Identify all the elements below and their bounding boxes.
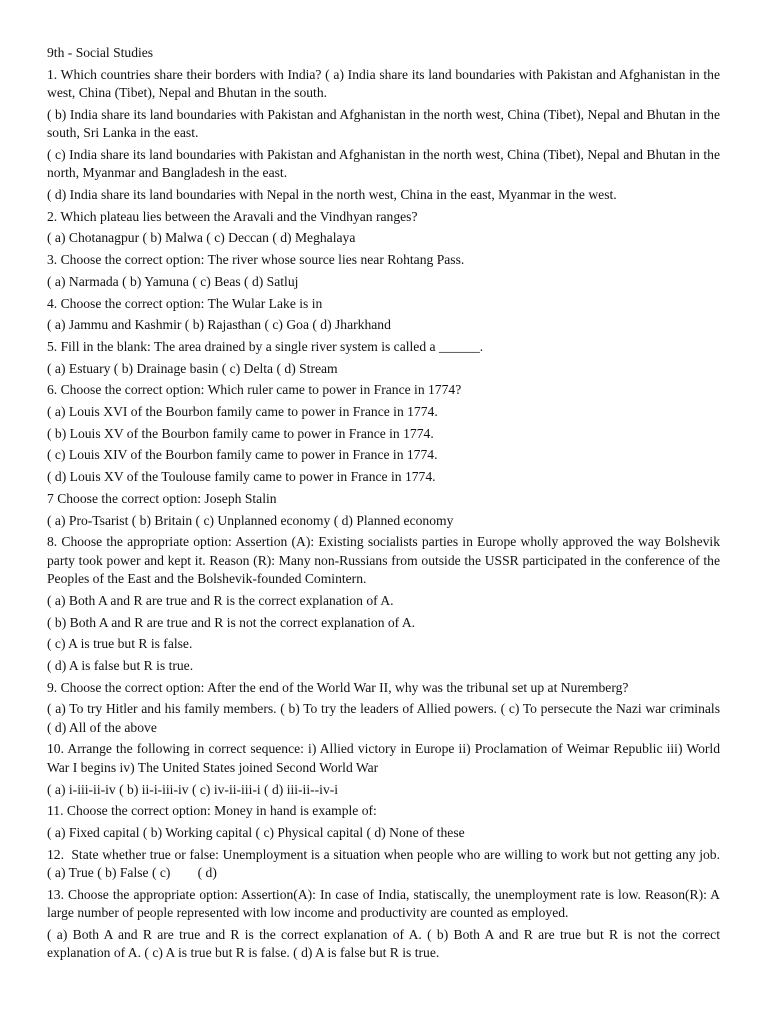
- question-8-option-a: ( a) Both A and R are true and R is the correct explanation of A.: [47, 592, 394, 608]
- question-5-options: ( a) Estuary ( b) Drainage basin ( c) Delta ( d) Stream: [47, 360, 338, 376]
- question-8-option-d: ( d) A is false but R is true.: [47, 657, 194, 673]
- question-13-options: ( a) Both A and R are true and R is the correct explanation of A. ( b) Both A and R are true but R is not the correct explanation of A. ( c) A is true but R is false. ( d) A is false but R is true.: [47, 926, 720, 961]
- document-page: [47, 44, 724, 966]
- question-2-text: 2. Which plateau lies between the Aravali and the Vindhyan ranges?: [47, 208, 418, 224]
- question-9-options: ( a) To try Hitler and his family members. ( b) To try the leaders of Allied powers. ( c) To persecute the Nazi war criminals ( d) All of the above: [47, 701, 720, 735]
- question-10-text: 10. Arrange the following in correct sequence: i) Allied victory in Europe ii) Proclamation of Weimar Republic iii) World War I begins iv) The United States joined Second World War: [47, 741, 720, 775]
- question-9-text: 9. Choose the correct option: After the end of the World War II, why was the tribunal set up at Nuremberg?: [47, 679, 629, 695]
- question-6-option-a: ( a) Louis XVI of the Bourbon family came to power in France in 1774.: [47, 404, 438, 420]
- question-8-option-c: ( c) A is true but R is false.: [47, 636, 193, 652]
- question-7-options: ( a) Pro-Tsarist ( b) Britain ( c) Unplanned economy ( d) Planned economy: [47, 512, 454, 528]
- question-1-text: 1. Which countries share their borders with India? ( a) India share its land boundaries with Pakistan and Afghanistan in the west, China (Tibet), Nepal and Bhutan in the south.: [47, 66, 720, 101]
- question-1-option-b: ( b) India share its land boundaries with Pakistan and Afghanistan in the north west, China (Tibet), Nepal and Bhutan in the south, Sri Lanka in the east.: [47, 106, 720, 141]
- question-6-option-b: ( b) Louis XV of the Bourbon family came to power in France in 1774.: [47, 425, 434, 441]
- question-4-options: ( a) Jammu and Kashmir ( b) Rajasthan ( c) Goa ( d) Jharkhand: [47, 317, 391, 333]
- question-12-text: 12. State whether true or false: Unemployment is a situation when people who are willing to work but not getting any job. ( a) True ( b) False ( c) ( d): [47, 846, 724, 881]
- question-11-options: ( a) Fixed capital ( b) Working capital ( c) Physical capital ( d) None of these: [47, 824, 465, 840]
- question-3-text: 3. Choose the correct option: The river whose source lies near Rohtang Pass.: [47, 252, 465, 268]
- question-6-option-d: ( d) Louis XV of the Toulouse family came to power in France in 1774.: [47, 469, 436, 485]
- question-4-text: 4. Choose the correct option: The Wular Lake is in: [47, 295, 323, 311]
- question-6-text: 6. Choose the correct option: Which ruler came to power in France in 1774?: [47, 382, 462, 398]
- question-3-options: ( a) Narmada ( b) Yamuna ( c) Beas ( d) Satluj: [47, 273, 299, 289]
- question-11-text: 11. Choose the correct option: Money in hand is example of:: [47, 803, 377, 819]
- question-5-text: 5. Fill in the blank: The area drained by a single river system is called a ______.: [47, 338, 484, 354]
- question-2-options: ( a) Chotanagpur ( b) Malwa ( c) Deccan ( d) Meghalaya: [47, 230, 356, 246]
- question-8-option-b: ( b) Both A and R are true and R is not the correct explanation of A.: [47, 614, 416, 630]
- question-1-option-d: ( d) India share its land boundaries with Nepal in the north west, China in the east, Myanmar in the west.: [47, 187, 617, 203]
- document-title: 9th - Social Studies: [47, 45, 154, 60]
- question-1-option-c: ( c) India share its land boundaries with Pakistan and Afghanistan in the north west, China (Tibet), Nepal and Bhutan in the north, Myanmar and Bangladesh in the east.: [47, 146, 720, 181]
- question-6-option-c: ( c) Louis XIV of the Bourbon family came to power in France in 1774.: [47, 447, 438, 463]
- question-8-text: 8. Choose the appropriate option: Assertion (A): Existing socialists parties in Europe wholly approved the way Bolshevik party took power and kept it. Reason (R): Many non-Russians from outside the USSR participated in the conference of the Peoples of the East and the Bolshevik-founded Comintern.: [47, 534, 720, 587]
- question-10-options: ( a) i-iii-ii-iv ( b) ii-i-iii-iv ( c) iv-ii-iii-i ( d) iii-ii--iv-i: [47, 781, 339, 797]
- question-7-text: 7 Choose the correct option: Joseph Stalin: [47, 490, 277, 506]
- question-13-text: 13. Choose the appropriate option: Assertion(A): In case of India, statiscally, the unemployment rate is low. Reason(R): A large number of people represented with low income and productivity are counted as employed.: [47, 886, 720, 921]
